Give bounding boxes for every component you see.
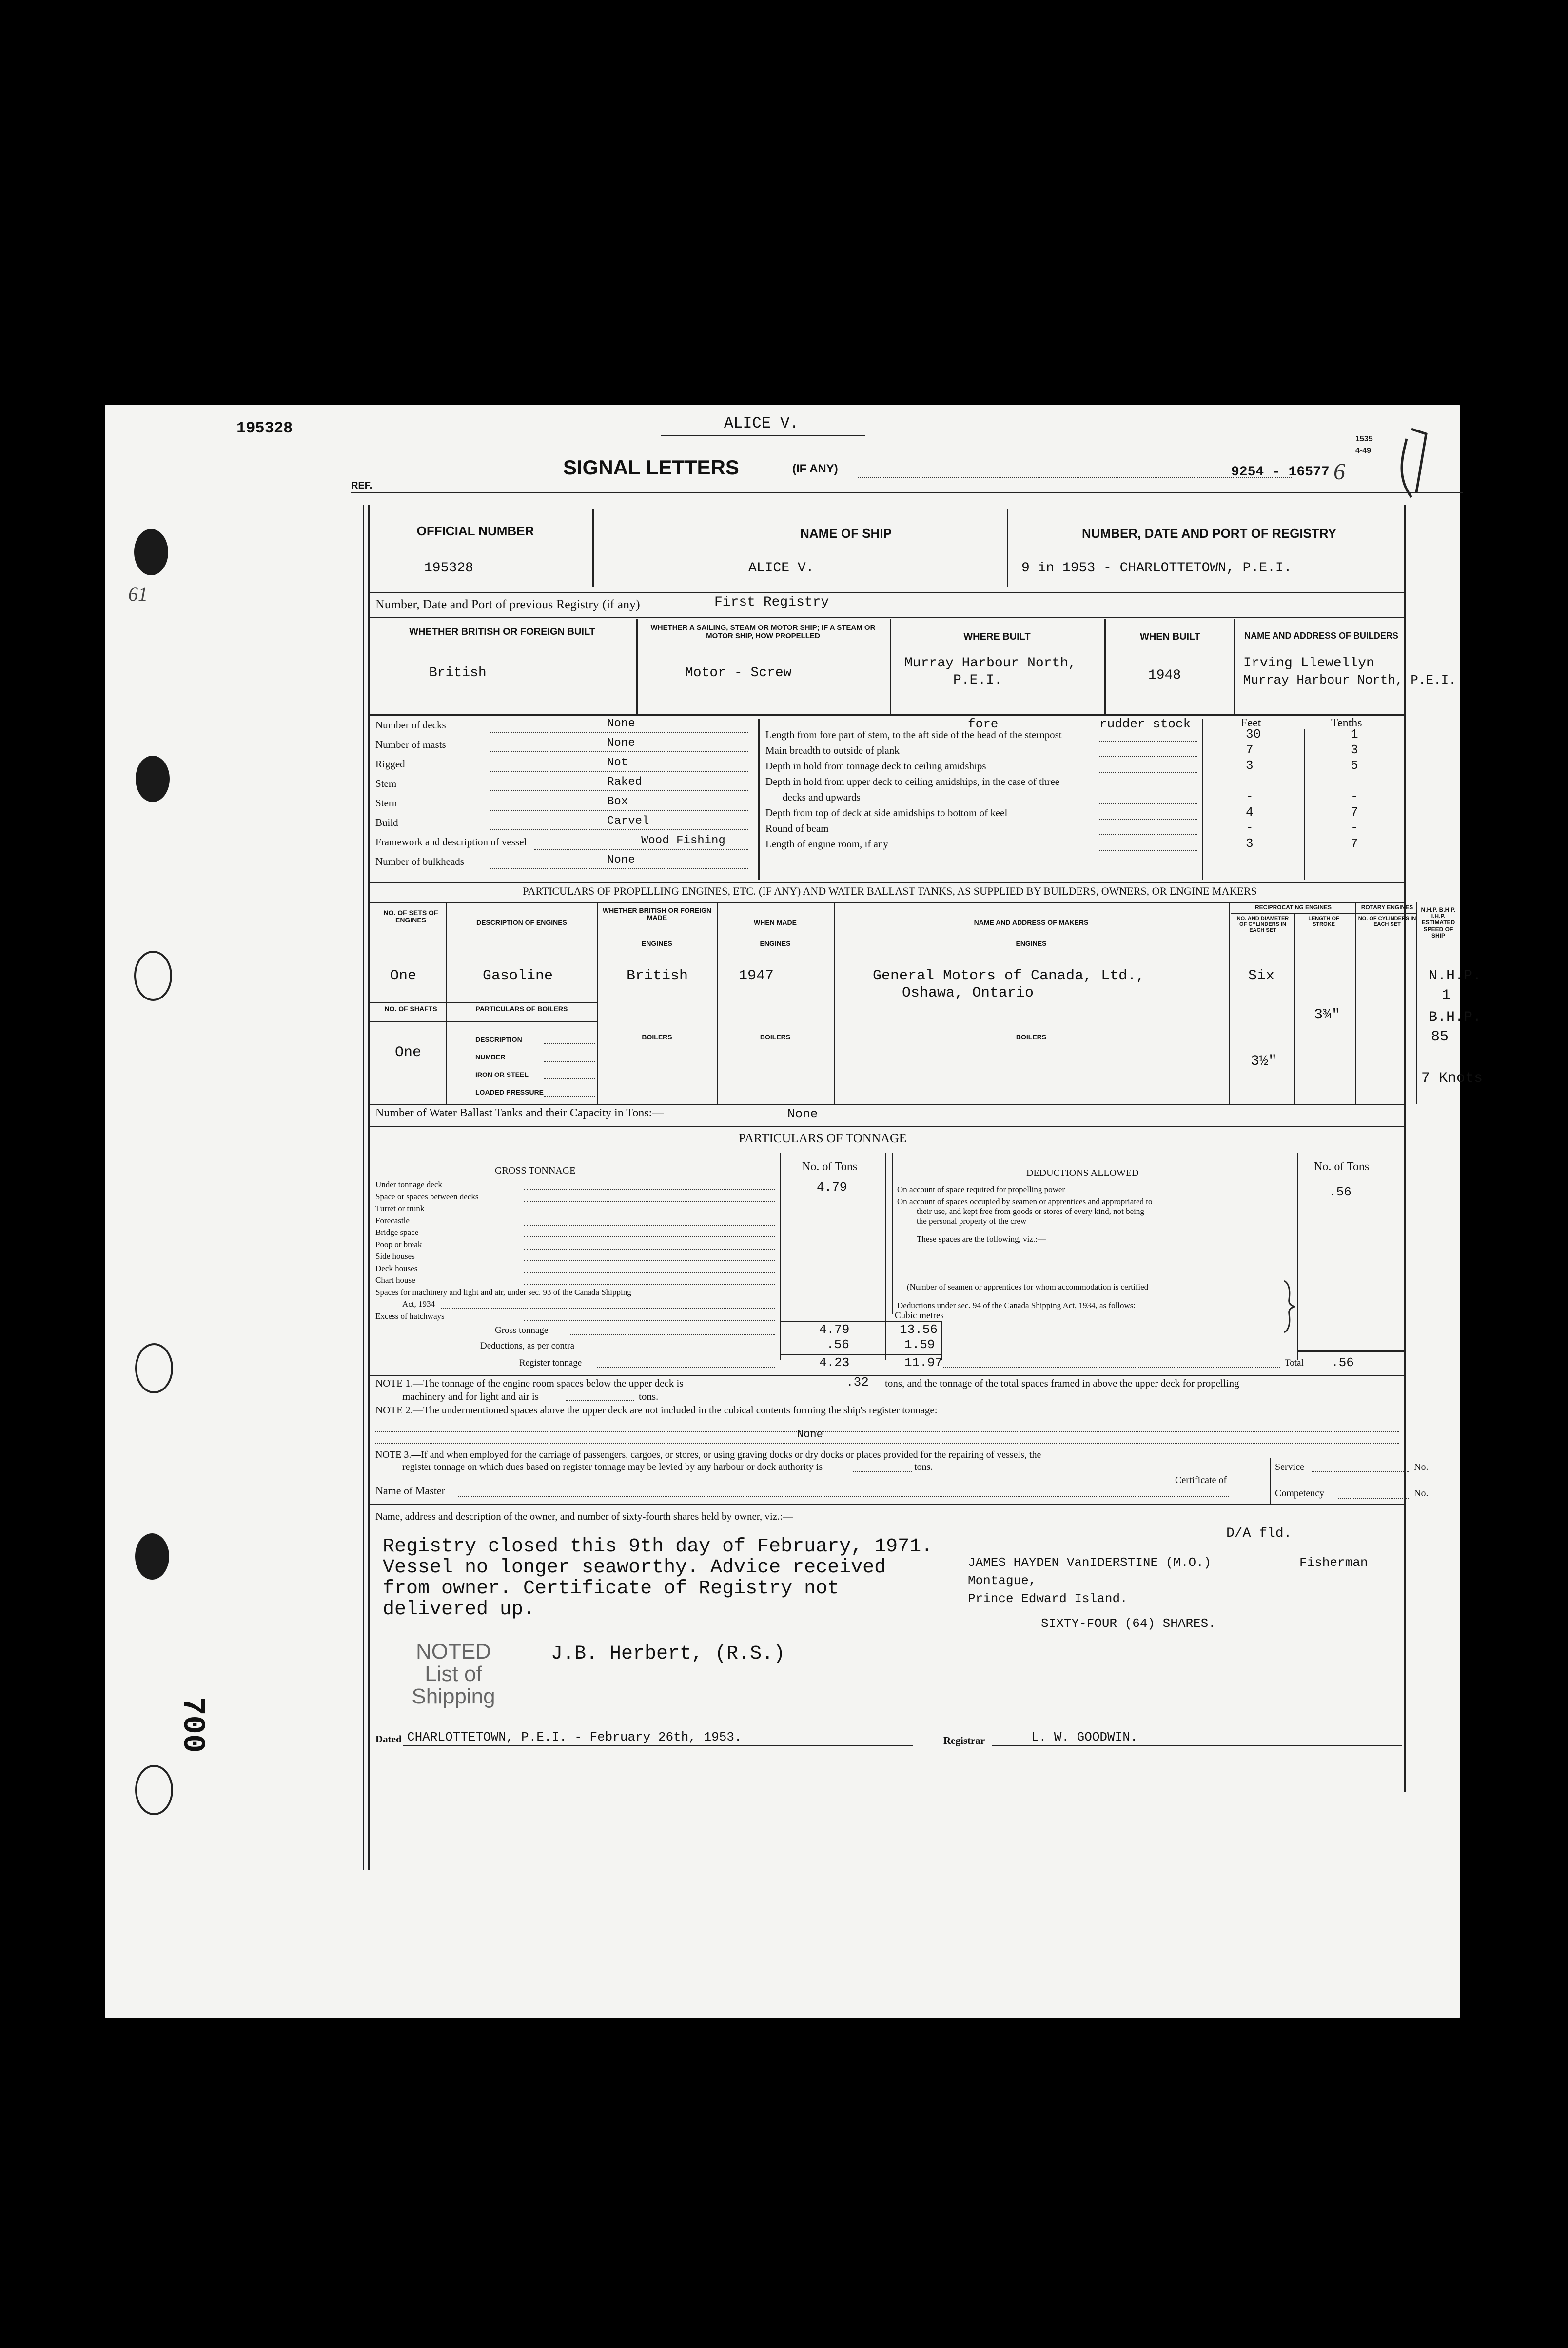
gross-row-label: Act, 1934 — [402, 1299, 435, 1309]
closed-line-2: Vessel no longer seaworthy. Advice received — [383, 1557, 886, 1579]
row2-divider — [890, 619, 891, 714]
under-deck-tons: 4.79 — [817, 1180, 847, 1194]
row-rule — [368, 1375, 1404, 1376]
register-cubic: 11.97 — [904, 1355, 943, 1370]
row-rule — [368, 617, 1404, 618]
particular-value: Not — [607, 756, 628, 769]
boiler-field-label: NUMBER — [475, 1053, 506, 1061]
tonnage-col — [885, 1153, 886, 1360]
leader-line — [490, 790, 748, 791]
leader-line — [490, 829, 748, 830]
where-built-label: WHERE BUILT — [963, 631, 1031, 642]
competency-label: Competency — [1275, 1488, 1325, 1499]
master-label: Name of Master — [375, 1485, 445, 1497]
dimension-feet: - — [1246, 789, 1254, 804]
leader-line — [1312, 1471, 1409, 1472]
dimension-label: Main breadth to outside of plank — [765, 744, 900, 756]
rot-cyl-header: NO. OF CYLINDERS IN EACH SET — [1358, 916, 1416, 928]
british-built: British — [429, 665, 487, 681]
engine-sets: One — [390, 968, 417, 984]
boilers-word: BOILERS — [760, 1033, 791, 1041]
binder-hole — [134, 529, 168, 575]
total-tons: .56 — [1331, 1355, 1354, 1370]
note2: NOTE 2.—The undermentioned spaces above the upper deck are not included in the cubical contents forming the ship's register tonnage: — [375, 1404, 938, 1416]
leader-line — [1099, 834, 1197, 835]
engine-col — [1355, 902, 1356, 1104]
bhp-label: B.H.P. — [1429, 1009, 1482, 1026]
engines-title: PARTICULARS OF PROPELLING ENGINES, ETC. (IF ANY) AND WATER BALLAST TANKS, AS SUPPLIED BY BUILDERS, OWNERS, OR ENGINE MAKERS — [523, 885, 1257, 897]
leader-line — [490, 868, 748, 869]
particular-label: Number of masts — [375, 739, 446, 750]
feet-label: Feet — [1241, 717, 1261, 729]
gross-row-label: Chart house — [375, 1275, 415, 1285]
service-label: Service — [1275, 1462, 1304, 1472]
check-mark-icon — [1392, 419, 1436, 502]
row-rule — [368, 592, 1404, 593]
binder-hole — [135, 1765, 173, 1815]
row2-divider — [636, 619, 638, 714]
row1-divider — [592, 509, 594, 587]
stamp-line-3: Shipping — [412, 1684, 495, 1708]
where-built-2: P.E.I. — [953, 673, 1002, 688]
leader-line — [1338, 1498, 1409, 1499]
gross-row-label: Excess of hatchways — [375, 1311, 445, 1321]
desc-header: DESCRIPTION OF ENGINES — [476, 919, 567, 926]
engine-made: British — [627, 968, 688, 984]
engine-year: 1947 — [739, 968, 774, 984]
engine-maker-2: Oshawa, Ontario — [902, 985, 1034, 1001]
leader-line — [524, 1284, 775, 1285]
engines-word: ENGINES — [760, 939, 791, 947]
deductions-tons: .56 — [826, 1337, 849, 1352]
frame-right — [1404, 505, 1406, 1792]
leader-line — [943, 1367, 1280, 1368]
recip-header: RECIPROCATING ENGINES — [1254, 904, 1332, 911]
dimension-tenths: 7 — [1351, 836, 1358, 851]
gross-tons: 4.79 — [819, 1322, 850, 1337]
dimension-label: Round of beam — [765, 822, 829, 834]
makers-header: NAME AND ADDRESS OF MAKERS — [974, 919, 1089, 926]
deduction-line: their use, and kept free from goods or stores of every kind, not being — [917, 1207, 1144, 1216]
deductions-heading: DEDUCTIONS ALLOWED — [1026, 1168, 1139, 1178]
nhp-label: N.H.P. — [1429, 968, 1482, 984]
nhp-value: 1 — [1441, 987, 1450, 1004]
leader-line — [375, 1443, 1399, 1444]
dimension-label: Depth in hold from upper deck to ceiling amidships, in the case of three — [765, 776, 1060, 787]
rudder-annotation: rudder stock — [1099, 717, 1191, 731]
cubic-metres-label: Cubic metres — [895, 1311, 944, 1321]
form-number-top: 1535 — [1355, 435, 1373, 443]
leader-line — [544, 1078, 595, 1079]
total-label: Total — [1285, 1358, 1304, 1368]
leader-line — [544, 1043, 595, 1044]
deduction-line: the personal property of the crew — [917, 1216, 1027, 1226]
deduction-line: Deductions under sec. 94 of the Canada Shipping Act, 1934, as follows: — [897, 1301, 1136, 1310]
tonnage-col — [780, 1153, 781, 1360]
boilers-header: PARTICULARS OF BOILERS — [475, 1005, 568, 1013]
leader-line — [570, 1334, 775, 1335]
register-tonnage-label: Register tonnage — [519, 1358, 582, 1368]
leader-line — [1099, 850, 1197, 851]
when-header: WHEN MADE — [754, 919, 797, 926]
leader-line — [1099, 741, 1197, 742]
owner-address-1: Montague, — [968, 1573, 1037, 1588]
leader-line — [490, 732, 748, 733]
engine-col — [1294, 914, 1295, 1104]
engine-description: Gasoline — [483, 968, 553, 984]
no-tons-right: No. of Tons — [1314, 1160, 1370, 1173]
fore-annotation: fore — [968, 717, 999, 731]
deduction-line: (Number of seamen or apprentices for whom accommodation is certified — [907, 1282, 1149, 1291]
leader-line — [524, 1260, 775, 1261]
ballast-label: Number of Water Ballast Tanks and their Capacity in Tons:— — [375, 1107, 664, 1119]
leader-line — [597, 1367, 775, 1368]
gross-row-label: Poop or break — [375, 1239, 422, 1249]
engine-col — [597, 902, 598, 1104]
sets-header: NO. OF SETS OF ENGINES — [383, 909, 438, 924]
owner-occupation: Fisherman — [1299, 1555, 1368, 1570]
binder-hole — [135, 1343, 173, 1393]
engine-col — [1229, 902, 1230, 1104]
dimension-tenths: 5 — [1351, 758, 1358, 773]
certificate-divider — [1270, 1458, 1271, 1504]
leader-line — [441, 1308, 775, 1309]
leader-line — [490, 810, 748, 811]
particular-value: Wood Fishing — [641, 834, 725, 847]
particular-label: Rigged — [375, 758, 405, 770]
leader-line — [1099, 803, 1197, 804]
deduction-line: These spaces are the following, viz.:— — [917, 1234, 1046, 1244]
name-of-ship-label: NAME OF SHIP — [800, 526, 892, 541]
boiler-field-label: LOADED PRESSURE — [475, 1088, 544, 1096]
gross-row-label: Under tonnage deck — [375, 1180, 442, 1189]
register-sheet — [105, 405, 1483, 2018]
binder-hole — [136, 756, 170, 802]
row-rule — [1231, 913, 1416, 914]
binder-hole — [135, 1533, 169, 1580]
ballast-value: None — [787, 1107, 818, 1121]
name-of-ship: ALICE V. — [748, 561, 814, 576]
particular-value: Carvel — [607, 815, 649, 828]
service-no: No. — [1414, 1462, 1429, 1472]
ref-label: REF. — [351, 480, 372, 491]
tonnage-col — [941, 1321, 942, 1360]
note1-c: machinery and for light and air is — [402, 1390, 539, 1402]
noted-stamp — [397, 1641, 510, 1708]
owner-address-2: Prince Edward Island. — [968, 1591, 1128, 1606]
tonnage-title: PARTICULARS OF TONNAGE — [739, 1131, 907, 1145]
shafts-header: NO. OF SHAFTS — [384, 1005, 437, 1013]
leader-line — [1099, 756, 1197, 757]
leader-line — [1099, 819, 1197, 820]
leader-line — [524, 1236, 775, 1237]
engine-col — [446, 902, 447, 1104]
propelled: Motor - Screw — [685, 665, 792, 681]
registrar-rule — [992, 1745, 1402, 1746]
engine-bore: 3½" — [1251, 1053, 1277, 1070]
dimension-feet: 3 — [1246, 758, 1254, 773]
closed-line-4: delivered up. — [383, 1599, 535, 1621]
engines-word: ENGINES — [641, 939, 672, 947]
gross-cubic: 13.56 — [900, 1322, 938, 1337]
engine-col — [1416, 902, 1417, 1104]
leader-line — [524, 1189, 775, 1190]
registrar-label: Registrar — [943, 1735, 985, 1746]
dimension-label: decks and upwards — [783, 791, 861, 803]
leader-line — [544, 1061, 595, 1062]
note3-c: tons. — [914, 1462, 933, 1472]
ref-number: 195328 — [236, 419, 293, 437]
total-rule — [1297, 1350, 1404, 1352]
note3-b: register tonnage on which dues based on register tonnage may be levied by any harbour or dock authority is — [402, 1462, 823, 1472]
builders-label: NAME AND ADDRESS OF BUILDERS — [1244, 631, 1398, 641]
nhp-header: N.H.P. B.H.P. I.H.P. ESTIMATED SPEED OF SHIP — [1421, 906, 1456, 939]
row-rule — [368, 1021, 597, 1022]
british-header: WHETHER BRITISH OR FOREIGN MADE — [602, 906, 712, 922]
boilers-word: BOILERS — [1016, 1033, 1047, 1041]
row2-divider — [1104, 619, 1106, 714]
particular-value: None — [607, 854, 635, 867]
note3-a: NOTE 3.—If and when employed for the carriage of passengers, cargoes, or stores, or using graving docks or dry docks or places provided for the repairing of vessels, the — [375, 1449, 1041, 1460]
dimension-divider — [1304, 729, 1305, 880]
engine-cylinders: Six — [1248, 968, 1275, 984]
shafts-value: One — [395, 1044, 422, 1061]
header-rule — [351, 492, 1463, 493]
builders-1: Irving Llewellyn — [1243, 656, 1374, 671]
particular-value: None — [607, 737, 635, 750]
side-number: 700 — [175, 1697, 210, 1753]
leader-line — [524, 1201, 775, 1202]
when-built: 1948 — [1148, 668, 1181, 683]
leader-line — [524, 1272, 775, 1273]
closed-line-3: from owner. Certificate of Registry not — [383, 1578, 840, 1600]
certificate-label: Certificate of — [1175, 1475, 1227, 1486]
propelled-label: WHETHER A SAILING, STEAM OR MOTOR SHIP; IF A STEAM OR MOTOR SHIP, HOW PROPELLED — [650, 624, 876, 640]
particular-label: Number of bulkheads — [375, 856, 464, 867]
leader-line — [524, 1225, 775, 1226]
leader-line — [490, 771, 748, 772]
engines-word: ENGINES — [1016, 939, 1047, 947]
row-rule — [368, 902, 1404, 903]
row-rule — [368, 1002, 597, 1003]
signal-letters-line — [858, 477, 1292, 478]
british-built-label: WHETHER BRITISH OR FOREIGN BUILT — [409, 626, 595, 637]
dimension-label: Depth in hold from tonnage deck to ceiling amidships — [765, 760, 986, 772]
boiler-field-label: IRON OR STEEL — [475, 1071, 529, 1078]
dimension-label: Length of engine room, if any — [765, 838, 888, 850]
no-tons-left: No. of Tons — [802, 1160, 858, 1173]
dimension-feet: - — [1246, 821, 1254, 835]
previous-registry-label: Number, Date and Port of previous Registry (if any) — [375, 597, 640, 611]
dimension-tenths: 7 — [1351, 805, 1358, 820]
leader-line — [524, 1249, 775, 1250]
ship-speed: 7 Knots — [1421, 1070, 1483, 1087]
tonnage-col — [892, 1153, 893, 1314]
binder-hole — [134, 951, 172, 1001]
gross-row-label: Side houses — [375, 1252, 415, 1261]
owner-shares: SIXTY-FOUR (64) SHARES. — [1041, 1616, 1216, 1631]
note1-d: tons. — [639, 1390, 659, 1402]
brace-icon — [1282, 1280, 1297, 1333]
da-fld: D/A fld. — [1226, 1526, 1292, 1541]
deduction-line: On account of space required for propelling power — [897, 1185, 1065, 1194]
dated-value: CHARLOTTETOWN, P.E.I. - February 26th, 1953. — [407, 1730, 742, 1744]
gross-row-label: Turret or trunk — [375, 1204, 425, 1213]
propelling-tons: .56 — [1329, 1185, 1352, 1199]
stroke-header: LENGTH OF STROKE — [1308, 916, 1339, 928]
particulars-divider — [758, 719, 760, 880]
file-number: 9254 - 16577 — [1231, 465, 1330, 480]
particular-label: Stern — [375, 797, 397, 809]
dimension-tenths: - — [1351, 789, 1358, 804]
stamp-line-2: List of — [425, 1662, 482, 1686]
row-rule — [368, 1104, 1404, 1105]
note2-value: None — [797, 1428, 823, 1441]
ship-title: ALICE V. — [724, 414, 799, 432]
leader-line — [375, 1431, 1399, 1432]
frame-left — [368, 505, 370, 1870]
note1-a: NOTE 1.—The tonnage of the engine room spaces below the upper deck is — [375, 1377, 684, 1389]
owner-label: Name, address and description of the owner, and number of sixty-fourth shares held by owner, viz.:— — [375, 1510, 793, 1522]
row-rule — [368, 1126, 1404, 1127]
gross-row-label: Bridge space — [375, 1228, 419, 1237]
previous-registry: First Registry — [714, 595, 829, 610]
dimension-feet: 3 — [1246, 836, 1254, 851]
tonnage-col — [1297, 1153, 1298, 1360]
row-rule — [368, 1504, 1404, 1505]
gross-row-label: Spaces for machinery and light and air, under sec. 93 of the Canada Shipping — [375, 1287, 631, 1297]
signer: J.B. Herbert, (R.S.) — [551, 1643, 785, 1665]
row1-divider — [1007, 509, 1008, 587]
dimension-tenths: 3 — [1351, 743, 1358, 757]
leader-line — [524, 1320, 775, 1321]
dimension-divider — [1202, 719, 1203, 880]
boilers-word: BOILERS — [642, 1033, 672, 1041]
leader-line — [534, 849, 748, 850]
note1-value: .32 — [846, 1375, 869, 1389]
leader-line — [458, 1496, 1229, 1497]
signal-letters-label: SIGNAL LETTERS — [563, 456, 739, 479]
deduction-line: On account of spaces occupied by seamen or apprentices and appropriated to — [897, 1197, 1153, 1206]
official-number-label: OFFICIAL NUMBER — [416, 524, 534, 538]
particular-label: Stem — [375, 778, 397, 789]
leader-line — [1099, 772, 1197, 773]
dimension-feet: 30 — [1246, 727, 1261, 742]
signal-letters-suffix: (IF ANY) — [792, 462, 838, 475]
boiler-field-label: DESCRIPTION — [475, 1036, 522, 1043]
particular-value: Raked — [607, 776, 643, 789]
particular-value: Box — [607, 795, 628, 808]
official-number: 195328 — [424, 561, 473, 576]
engine-col — [834, 902, 835, 1104]
register-tons: 4.23 — [819, 1355, 850, 1370]
particular-label: Number of decks — [375, 719, 446, 731]
dimension-feet: 7 — [1246, 743, 1254, 757]
gross-row-label: Deck houses — [375, 1263, 418, 1273]
registrar-value: L. W. GOODWIN. — [1031, 1730, 1138, 1744]
margin-note: 6 — [1333, 459, 1345, 485]
competency-no: No. — [1414, 1488, 1429, 1499]
tenths-label: Tenths — [1331, 717, 1362, 729]
leader-line — [853, 1471, 912, 1472]
dimension-label: Length from fore part of stem, to the aft side of the head of the sternpost — [765, 729, 1062, 741]
particular-label: Build — [375, 817, 398, 828]
leader-line — [566, 1400, 634, 1401]
gross-heading: GROSS TONNAGE — [495, 1165, 576, 1176]
cyl-header: NO. AND DIAMETER OF CYLINDERS IN EACH SET — [1236, 916, 1289, 934]
leader-line — [544, 1096, 595, 1097]
when-built-label: WHEN BUILT — [1139, 631, 1201, 642]
section-rule — [368, 714, 1404, 716]
where-built-1: Murray Harbour North, — [904, 656, 1077, 671]
form-number-bottom: 4-49 — [1355, 447, 1372, 455]
engine-col — [717, 902, 718, 1104]
particular-value: None — [607, 717, 635, 730]
dated-rule — [403, 1745, 913, 1746]
frame-left-inner — [363, 505, 364, 1870]
rotary-header: ROTARY ENGINES — [1361, 904, 1413, 911]
owner-name: JAMES HAYDEN VanIDERSTINE (M.O.) — [968, 1555, 1212, 1570]
particular-label: Framework and description of vessel — [375, 836, 527, 848]
gross-row-label: Space or spaces between decks — [375, 1192, 479, 1201]
engine-stroke: 3¾" — [1314, 1007, 1341, 1023]
note1-b: tons, and the tonnage of the total spaces framed in above the upper deck for propelling — [885, 1377, 1239, 1389]
dimension-feet: 4 — [1246, 805, 1254, 820]
row2-divider — [1234, 619, 1235, 714]
leader-line — [490, 751, 748, 752]
title-rule — [661, 435, 865, 436]
deductions-cubic: 1.59 — [904, 1337, 935, 1352]
closed-line-1: Registry closed this 9th day of February, 1971. — [383, 1536, 933, 1558]
engine-maker-1: General Motors of Canada, Ltd., — [873, 968, 1145, 984]
stamp-line-1: NOTED — [416, 1640, 491, 1663]
dimension-tenths: - — [1351, 821, 1358, 835]
builders-2: Murray Harbour North, P.E.I. — [1243, 673, 1456, 687]
port-of-registry-label: NUMBER, DATE AND PORT OF REGISTRY — [1082, 526, 1336, 541]
gross-tonnage-label: Gross tonnage — [495, 1325, 549, 1335]
section-rule — [368, 882, 1404, 883]
gross-row-label: Forecastle — [375, 1215, 410, 1225]
dimension-tenths: 1 — [1351, 727, 1358, 742]
port-of-registry: 9 in 1953 - CHARLOTTETOWN, P.E.I. — [1021, 561, 1292, 576]
corner-mark: 61 — [128, 583, 148, 605]
dated-label: Dated — [375, 1733, 402, 1745]
dimension-label: Depth from top of deck at side amidships to bottom of keel — [765, 807, 1008, 819]
bhp-value: 85 — [1431, 1029, 1449, 1045]
deductions-contra-label: Deductions, as per contra — [480, 1341, 575, 1351]
